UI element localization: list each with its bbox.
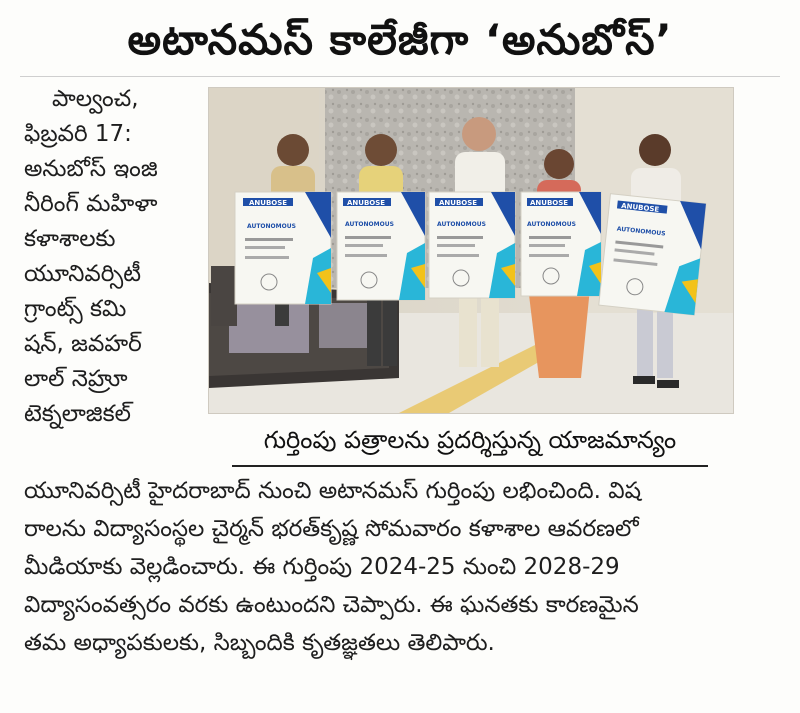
body-line: తమ అధ్యాపకులకు, సిబ్బందికి కృతజ్ఞతలు తెలిపారు. xyxy=(24,630,495,656)
poster-brand: ANUBOSE xyxy=(439,199,478,207)
poster-4 xyxy=(521,192,601,296)
poster-3 xyxy=(429,192,515,298)
narrow-line: అనుబోస్ ఇంజి xyxy=(24,156,158,182)
narrow-line: పాల్వంచ, xyxy=(52,86,139,112)
photo-illustration xyxy=(209,88,733,413)
headline-rule xyxy=(20,76,780,77)
narrow-line: గ్రాంట్స్ కమి xyxy=(24,296,127,322)
poster-1 xyxy=(235,192,331,304)
narrow-column xyxy=(24,82,200,432)
headline: అటానమస్ కాలేజీగా ‘అనుబోస్’ xyxy=(127,15,673,64)
poster-brand: ANUBOSE xyxy=(249,199,288,207)
narrow-line: నీరింగ్ మహిళా xyxy=(24,191,158,217)
body-line: విద్యాసంవత్సరం వరకు ఉంటుందని చెప్పారు. ఈ ఘనతకు కారణమైన xyxy=(24,592,639,618)
body-line: యూనివర్సిటీ హైదరాబాద్ నుంచి అటానమస్ గుర్తింపు లభించింది. విష xyxy=(24,478,642,504)
photo-caption: గుర్తింపు పత్రాలను ప్రదర్శిస్తున్న యాజమాన్యం xyxy=(263,426,677,454)
poster-brand: ANUBOSE xyxy=(347,199,386,207)
narrow-line: కళాశాలకు xyxy=(24,226,116,252)
poster-5 xyxy=(599,194,706,315)
body-line: మీడియాకు వెల్లడించారు. ఈ గుర్తింపు 2024-25 నుంచి 2028-29 xyxy=(24,554,620,580)
narrow-line: షన్, జవహర్ xyxy=(24,331,142,357)
news-photo xyxy=(208,87,734,414)
poster-heading: AUTONOMOUS xyxy=(527,221,576,228)
narrow-line: లాల్ నెహ్రూ xyxy=(24,366,128,392)
narrow-line: ఫిబ్రవరి 17: xyxy=(24,121,132,147)
poster-2 xyxy=(337,192,425,300)
poster-heading: AUTONOMOUS xyxy=(437,221,486,228)
narrow-line: టెక్నలాజికల్ xyxy=(24,401,131,427)
poster-heading: AUTONOMOUS xyxy=(247,223,296,230)
caption-rule xyxy=(232,465,708,467)
poster-heading: AUTONOMOUS xyxy=(345,221,394,228)
narrow-line: యూనివర్సిటీ xyxy=(24,261,142,287)
poster-heading: AUTONOMOUS xyxy=(616,225,666,238)
body-line: రాలను విద్యాసంస్థల చైర్మన్ భరత్‌కృష్ణ సోమవారం కళాశాల ఆవరణలో xyxy=(24,516,639,542)
poster-brand: ANUBOSE xyxy=(620,201,660,214)
poster-brand: ANUBOSE xyxy=(530,199,569,207)
article-body xyxy=(24,472,776,662)
